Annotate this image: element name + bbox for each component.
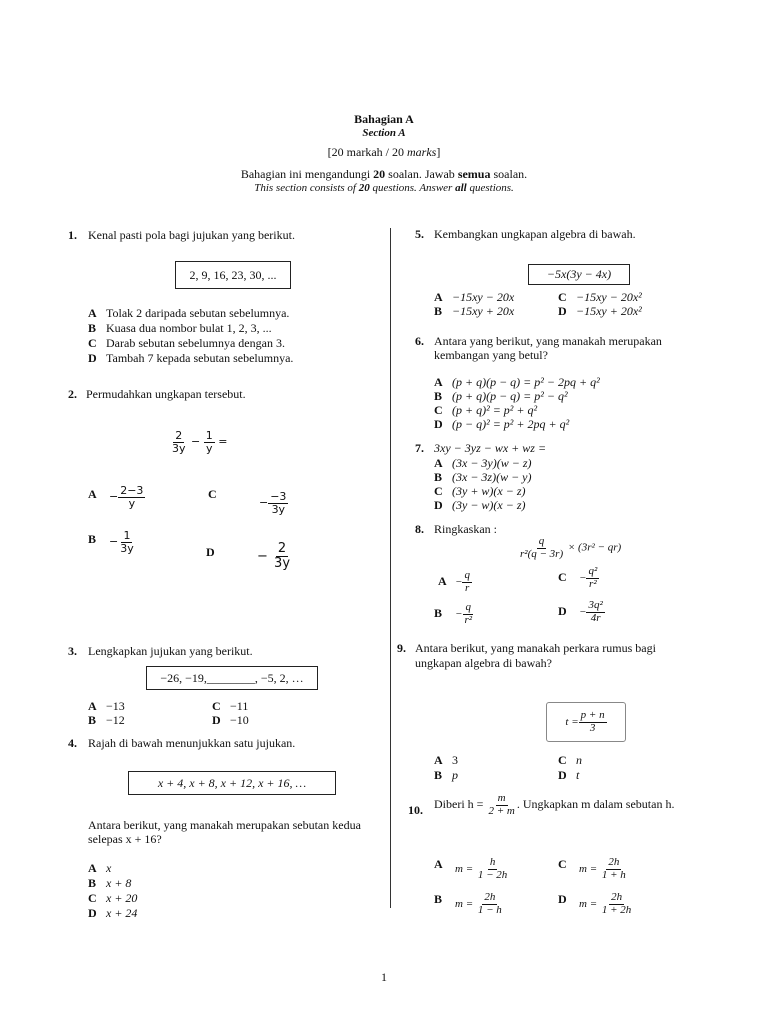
q9-option-d[interactable]: D t xyxy=(558,768,580,782)
q4-option-a[interactable]: A x xyxy=(88,861,112,875)
q4-question: Antara berikut, yang manakah merupakan sebutan kedua selepas x + 16? xyxy=(88,818,361,846)
q9-formula-box: t = $\frac{p + n}{3}$ xyxy=(546,702,626,742)
q5-expression-box: −5x(3y − 4x) xyxy=(528,264,630,285)
q4-option-b[interactable]: B x + 8 xyxy=(88,876,132,890)
q9-number: 9. xyxy=(397,641,406,655)
q1-sequence-box: 2, 9, 16, 23, 30, ... xyxy=(175,261,291,289)
q5-option-b[interactable]: B −15xy + 20x xyxy=(434,304,515,318)
q9-option-c[interactable]: C n xyxy=(558,753,582,767)
q4-options xyxy=(88,861,137,921)
instructions-malay: Bahagian ini mengandungi 20 soalan. Jawab semua soalan. xyxy=(240,167,528,181)
q8-option-a[interactable]: A − $\frac{q}{r}$ xyxy=(438,569,470,594)
q4-option-d[interactable]: D x + 24 xyxy=(88,906,138,920)
q7-option-a[interactable]: A (3x − 3y)(w − z) xyxy=(434,456,532,470)
q8-option-d[interactable]: D − $\frac{\text{3q²}}{4r}$ xyxy=(558,599,603,624)
q6-options xyxy=(434,375,600,431)
q1-number: 1. xyxy=(68,228,77,242)
q4-option-c[interactable]: C x + 20 xyxy=(88,891,138,905)
column-divider xyxy=(390,228,391,908)
q9-text: Antara berikut, yang manakah perkara rumus bagi ungkapan algebra di bawah? xyxy=(415,641,656,670)
q3-options-left xyxy=(88,699,125,727)
q6-option-a[interactable]: A (p + q)(p − q) = p² − 2pq + q² xyxy=(434,375,600,389)
q9-options-left xyxy=(434,753,458,783)
q2-option-a[interactable]: A − $\frac{2-3}{y}$ xyxy=(88,484,144,510)
q10-option-b[interactable]: B m = $\frac{2h}{1 - h}$ xyxy=(434,891,502,916)
q7-number: 7. xyxy=(415,441,424,455)
q5-text: Kembangkan ungkapan algebra di bawah. xyxy=(434,227,636,241)
q5-options-right xyxy=(558,290,642,318)
q6-option-b[interactable]: B (p + q)(p − q) = p² − q² xyxy=(434,389,568,403)
q3-sequence-box: −26, −19,________, −5, 2, … xyxy=(146,666,318,690)
page-number: 1 xyxy=(381,970,387,984)
q10-option-c[interactable]: C m = $\frac{2h}{1 + h}$ xyxy=(558,856,626,881)
section-header xyxy=(0,112,768,194)
q2-text: Permudahkan ungkapan tersebut. xyxy=(86,387,246,401)
q1-option-b[interactable]: B Kuasa dua nombor bulat 1, 2, 3, ... xyxy=(88,321,272,335)
q6-option-c[interactable]: C (p + q)² = p² + q² xyxy=(434,403,538,417)
q3-option-c[interactable]: C −11 xyxy=(212,699,249,713)
q2-option-d[interactable]: D − $\frac{2}{3y}$ xyxy=(206,541,291,571)
q9-option-a[interactable]: A 3 xyxy=(434,753,458,767)
q5-option-a[interactable]: A −15xy − 20x xyxy=(434,290,515,304)
q8-number: 8. xyxy=(415,522,424,536)
q10-option-d[interactable]: D m = $\frac{2h}{1 + 2h}$ xyxy=(558,891,632,916)
q6-option-d[interactable]: D (p − q)² = p² + 2pq + q² xyxy=(434,417,570,431)
q3-number: 3. xyxy=(68,644,77,658)
q3-option-a[interactable]: A −13 xyxy=(88,699,125,713)
q2-number: 2. xyxy=(68,387,77,401)
q9-option-b[interactable]: B p xyxy=(434,768,458,782)
marks-line: [20 markah / 20 marks] xyxy=(327,145,441,159)
section-title: Bahagian A xyxy=(354,112,414,126)
q7-option-d[interactable]: D (3y − w)(x − z) xyxy=(434,498,526,512)
q5-number: 5. xyxy=(415,227,424,241)
q4-number: 4. xyxy=(68,736,77,750)
q5-option-c[interactable]: C −15xy − 20x² xyxy=(558,290,642,304)
q5-option-d[interactable]: D −15xy + 20x² xyxy=(558,304,642,318)
q2-option-c[interactable]: C − $\frac{-3}{3y}$ xyxy=(208,487,287,516)
section-subtitle: Section A xyxy=(362,127,406,139)
q3-text: Lengkapkan jujukan yang berikut. xyxy=(88,644,253,658)
q8-text: Ringkaskan : xyxy=(434,522,497,536)
q1-option-c[interactable]: C Darab sebutan sebelumnya dengan 3. xyxy=(88,336,285,350)
q7-text: 3xy − 3yz − wx + wz = xyxy=(434,441,547,455)
q3-options-right xyxy=(212,699,249,727)
q8-expression: $\frac{q}{\text{r²(q − 3r)}}$ × (3r² − qr) xyxy=(520,535,622,560)
q10-option-a[interactable]: A m = $\frac{h}{1 - 2h}$ xyxy=(434,856,508,881)
q4-text: Rajah di bawah menunjukkan satu jujukan. xyxy=(88,736,296,750)
q8-option-b[interactable]: B − $\frac{q}{\text{r²}}$ xyxy=(434,601,473,626)
q8-option-c[interactable]: C − $\frac{\text{q²}}{\text{r²}}$ xyxy=(558,565,598,590)
q7-option-c[interactable]: C (3y + w)(x − z) xyxy=(434,484,526,498)
q7-option-b[interactable]: B (3x − 3z)(w − y) xyxy=(434,470,532,484)
q3-option-d[interactable]: D −10 xyxy=(212,713,249,727)
q9-options-right xyxy=(558,753,582,783)
q1-text: Kenal pasti pola bagi jujukan yang berikut. xyxy=(88,228,295,242)
q6-text: Antara yang berikut, yang manakah merupakan kembangan yang betul? xyxy=(434,334,662,362)
q1-option-a[interactable]: A Tolak 2 daripada sebutan sebelumnya. xyxy=(88,306,290,320)
q10-number: 10. xyxy=(408,803,423,817)
q2-expression: $\frac{2}{3y}$ − $\frac{1}{y}$ = xyxy=(172,429,228,455)
q2-option-b[interactable]: B − $\frac{1}{3y}$ xyxy=(88,529,134,555)
q5-options-left xyxy=(434,290,514,318)
q6-number: 6. xyxy=(415,334,424,348)
q4-sequence-box: x + 4, x + 8, x + 12, x + 16, … xyxy=(128,771,336,795)
q10-text: Diberi h = $\frac{m}{2 + m}$ . Ungkapkan m dalam sebutan h. xyxy=(434,792,675,817)
instructions-english: This section consists of 20 questions. Answer all questions. xyxy=(254,182,514,194)
q1-options xyxy=(88,306,293,366)
q1-option-d[interactable]: D Tambah 7 kepada sebutan sebelumnya. xyxy=(88,351,294,365)
q3-option-b[interactable]: B −12 xyxy=(88,713,125,727)
q7-options xyxy=(434,456,532,512)
